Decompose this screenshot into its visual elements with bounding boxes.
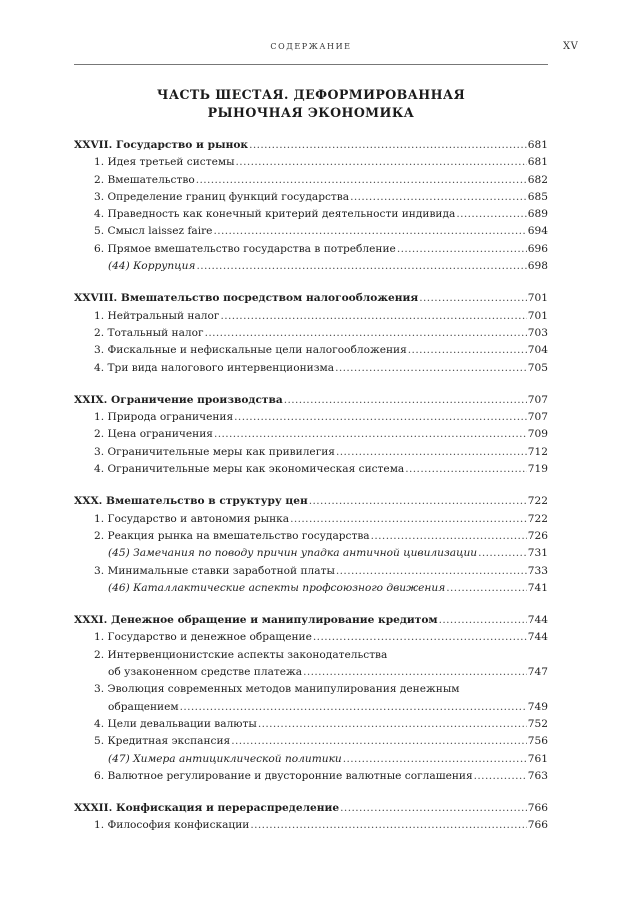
entry-title: 3. Фискальные и нефискальные цели налогообложения: [94, 344, 407, 357]
toc-entry[interactable]: [74, 817, 548, 834]
entry-title: 6. Валютное регулирование и двусторонние валютные соглашения: [94, 769, 473, 782]
chapter-title: XXXI. Денежное обращение и манипулирование кредитом: [74, 614, 438, 627]
dot-leader: [220, 308, 526, 325]
toc-entry[interactable]: [74, 360, 548, 377]
chapter-title: XXVIII. Вмешательство посредством налогообложения: [74, 292, 419, 305]
entry-title: 4. Цели девальвации валюты: [94, 717, 257, 730]
entry-title: 2. Тотальный налог: [94, 326, 204, 339]
entry-title: 2. Цена ограничения: [94, 428, 213, 441]
toc-entry[interactable]: [74, 325, 548, 342]
entry-page: 722: [527, 512, 548, 525]
dot-leader: [343, 751, 527, 768]
entry-title: 1. Государство и автономия рынка: [94, 512, 290, 525]
toc-entry-first-line[interactable]: [74, 647, 548, 664]
toc-entry[interactable]: [74, 426, 548, 443]
toc-note-entry[interactable]: [74, 545, 548, 562]
toc-entry[interactable]: [74, 733, 548, 750]
entry-title: 4. Ограничительные меры как экономическая система: [94, 463, 405, 476]
dot-leader: [236, 154, 527, 171]
toc-entry[interactable]: [74, 189, 548, 206]
entry-title: (45) Замечания по поводу причин упадка античной цивилизации: [108, 547, 478, 560]
toc-entry[interactable]: [74, 241, 548, 258]
chapter-32: [74, 800, 548, 835]
chapter-heading[interactable]: [74, 800, 548, 817]
dot-leader: [336, 563, 527, 580]
entry-title-continuation: об узаконенном средстве платежа: [108, 666, 303, 679]
entry-title: (46) Каталлактические аспекты профсоюзного движения: [108, 581, 446, 594]
chapter-heading[interactable]: [74, 493, 548, 510]
entry-title: 6. Прямое вмешательство государства в потребление: [94, 242, 396, 255]
chapter-title: XXIX. Ограничение производства: [74, 393, 283, 406]
toc-entry[interactable]: [74, 528, 548, 545]
entry-page: 696: [527, 242, 548, 255]
entry-title: 4. Праведность как конечный критерий деятельности индивида: [94, 208, 456, 221]
entry-title: 5. Кредитная экспансия: [94, 735, 231, 748]
entry-page: 763: [527, 769, 548, 782]
toc-entry-first-line[interactable]: [74, 681, 548, 698]
toc-entry[interactable]: [74, 563, 548, 580]
entry-page: 689: [527, 208, 548, 221]
chapter-title: XXVII. Государство и рынок: [74, 139, 249, 151]
entry-title: 1. Идея третьей системы: [94, 156, 235, 169]
toc-entry[interactable]: [74, 223, 548, 240]
chapter-page: 681: [527, 139, 548, 151]
entry-page: 705: [527, 361, 548, 374]
toc-note-entry[interactable]: [74, 751, 548, 768]
dot-leader: [350, 189, 527, 206]
entry-title: 3. Ограничительные меры как привилегия: [94, 445, 335, 458]
toc-entry[interactable]: [74, 461, 548, 478]
dot-leader: [249, 137, 527, 154]
entry-title: 5. Смысл laissez faire: [94, 225, 213, 238]
entry-page: 726: [527, 529, 548, 542]
entry-page: 761: [527, 752, 548, 765]
entry-title: 3. Минимальные ставки заработной платы: [94, 564, 335, 577]
chapter-28: [74, 290, 548, 376]
chapter-heading[interactable]: [74, 290, 548, 307]
dot-leader: [439, 612, 527, 629]
toc-entry[interactable]: [74, 629, 548, 646]
chapter-31: [74, 612, 548, 785]
chapter-page: 766: [527, 802, 548, 815]
chapter-page: 701: [527, 292, 548, 305]
entry-page: 741: [527, 581, 548, 594]
chapter-title: XXXII. Конфискация и перераспределение: [74, 802, 340, 815]
dot-leader: [419, 290, 527, 307]
dot-leader: [474, 768, 527, 785]
dot-leader: [336, 444, 527, 461]
chapter-heading[interactable]: [74, 392, 548, 409]
entry-page: 756: [527, 735, 548, 748]
entry-page: 709: [527, 428, 548, 441]
dot-leader: [478, 545, 527, 562]
toc-entry[interactable]: [74, 342, 548, 359]
toc-entry[interactable]: [74, 768, 548, 785]
toc-entry[interactable]: [74, 154, 548, 171]
dot-leader: [284, 392, 527, 409]
entry-title: 2. Реакция рынка на вмешательство государства: [94, 529, 370, 542]
dot-leader: [303, 664, 527, 681]
entry-title: 1. Природа ограничения: [94, 411, 234, 424]
entry-title: 3. Эволюция современных методов манипулирования денежным: [94, 683, 460, 696]
dot-leader: [335, 360, 527, 377]
entry-title: 2. Интервенционистские аспекты законодательства: [94, 648, 388, 661]
entry-title: 3. Определение границ функций государства: [94, 190, 350, 203]
page-number: XV: [563, 41, 579, 52]
toc-entry[interactable]: [74, 409, 548, 426]
entry-page: 685: [527, 190, 548, 203]
entry-page: 749: [527, 700, 548, 713]
chapter-heading[interactable]: [74, 137, 548, 154]
entry-page: 752: [527, 717, 548, 730]
part-title: [74, 86, 548, 122]
toc-note-entry[interactable]: [74, 580, 548, 597]
entry-page: 681: [527, 156, 548, 169]
entry-page: 701: [527, 309, 548, 322]
chapter-page: 707: [527, 393, 548, 406]
chapter-30: [74, 493, 548, 597]
entry-title: 4. Три вида налогового интервенционизма: [94, 361, 335, 374]
entry-page: 682: [527, 173, 548, 186]
dot-leader: [408, 342, 527, 359]
toc-entry[interactable]: [74, 444, 548, 461]
dot-leader: [180, 699, 527, 716]
chapter-page: 744: [527, 614, 548, 627]
entry-page: 694: [527, 225, 548, 238]
entry-title: 1. Нейтральный налог: [94, 309, 220, 322]
dot-leader: [371, 528, 527, 545]
toc-entry-continuation[interactable]: [74, 664, 548, 681]
entry-title: (47) Химера антициклической политики: [108, 752, 342, 765]
entry-page: 733: [527, 564, 548, 577]
part-title-line-2: РЫНОЧНАЯ ЭКОНОМИКА: [207, 105, 415, 120]
dot-leader: [309, 493, 527, 510]
running-head: СОДЕРЖАНИЕ: [270, 42, 352, 51]
entry-page: 703: [527, 326, 548, 339]
entry-title: 2. Вмешательство: [94, 173, 195, 186]
table-of-contents: [74, 137, 548, 850]
entry-title: 1. Философия конфискации: [94, 819, 250, 832]
dot-leader: [258, 716, 527, 733]
entry-title: (44) Коррупция: [108, 260, 196, 273]
entry-page: 719: [527, 463, 548, 476]
chapter-heading[interactable]: [74, 612, 548, 629]
header-rule: [74, 64, 548, 65]
dot-leader: [214, 426, 527, 443]
entry-page: 766: [527, 819, 548, 832]
toc-entry[interactable]: [74, 308, 548, 325]
dot-leader: [231, 733, 527, 750]
entry-page: 747: [527, 666, 548, 679]
dot-leader: [446, 580, 527, 597]
dot-leader: [340, 800, 527, 817]
toc-entry[interactable]: [74, 206, 548, 223]
part-title-line-1: ЧАСТЬ ШЕСТАЯ. ДЕФОРМИРОВАННАЯ: [156, 87, 466, 102]
dot-leader: [397, 241, 527, 258]
entry-page: 712: [527, 445, 548, 458]
entry-page: 704: [527, 344, 548, 357]
entry-title: 1. Государство и денежное обращение: [94, 631, 312, 644]
dot-leader: [456, 206, 526, 223]
dot-leader: [213, 223, 526, 240]
dot-leader: [196, 258, 526, 275]
toc-entry[interactable]: [74, 716, 548, 733]
chapter-29: [74, 392, 548, 478]
toc-entry-continuation[interactable]: [74, 699, 548, 716]
entry-page: 698: [527, 260, 548, 273]
entry-page: 744: [527, 631, 548, 644]
dot-leader: [196, 172, 527, 189]
entry-page: 707: [527, 411, 548, 424]
dot-leader: [405, 461, 527, 478]
entry-page: 731: [527, 547, 548, 560]
toc-entry[interactable]: [74, 172, 548, 189]
dot-leader: [234, 409, 527, 426]
dot-leader: [205, 325, 527, 342]
chapter-27: [74, 137, 548, 275]
dot-leader: [313, 629, 527, 646]
dot-leader: [290, 511, 527, 528]
chapter-page: 722: [527, 495, 548, 508]
toc-entry[interactable]: [74, 511, 548, 528]
toc-note-entry[interactable]: [74, 258, 548, 275]
dot-leader: [250, 817, 526, 834]
entry-title-continuation: обращением: [108, 700, 179, 713]
chapter-title: XXX. Вмешательство в структуру цен: [74, 495, 308, 508]
